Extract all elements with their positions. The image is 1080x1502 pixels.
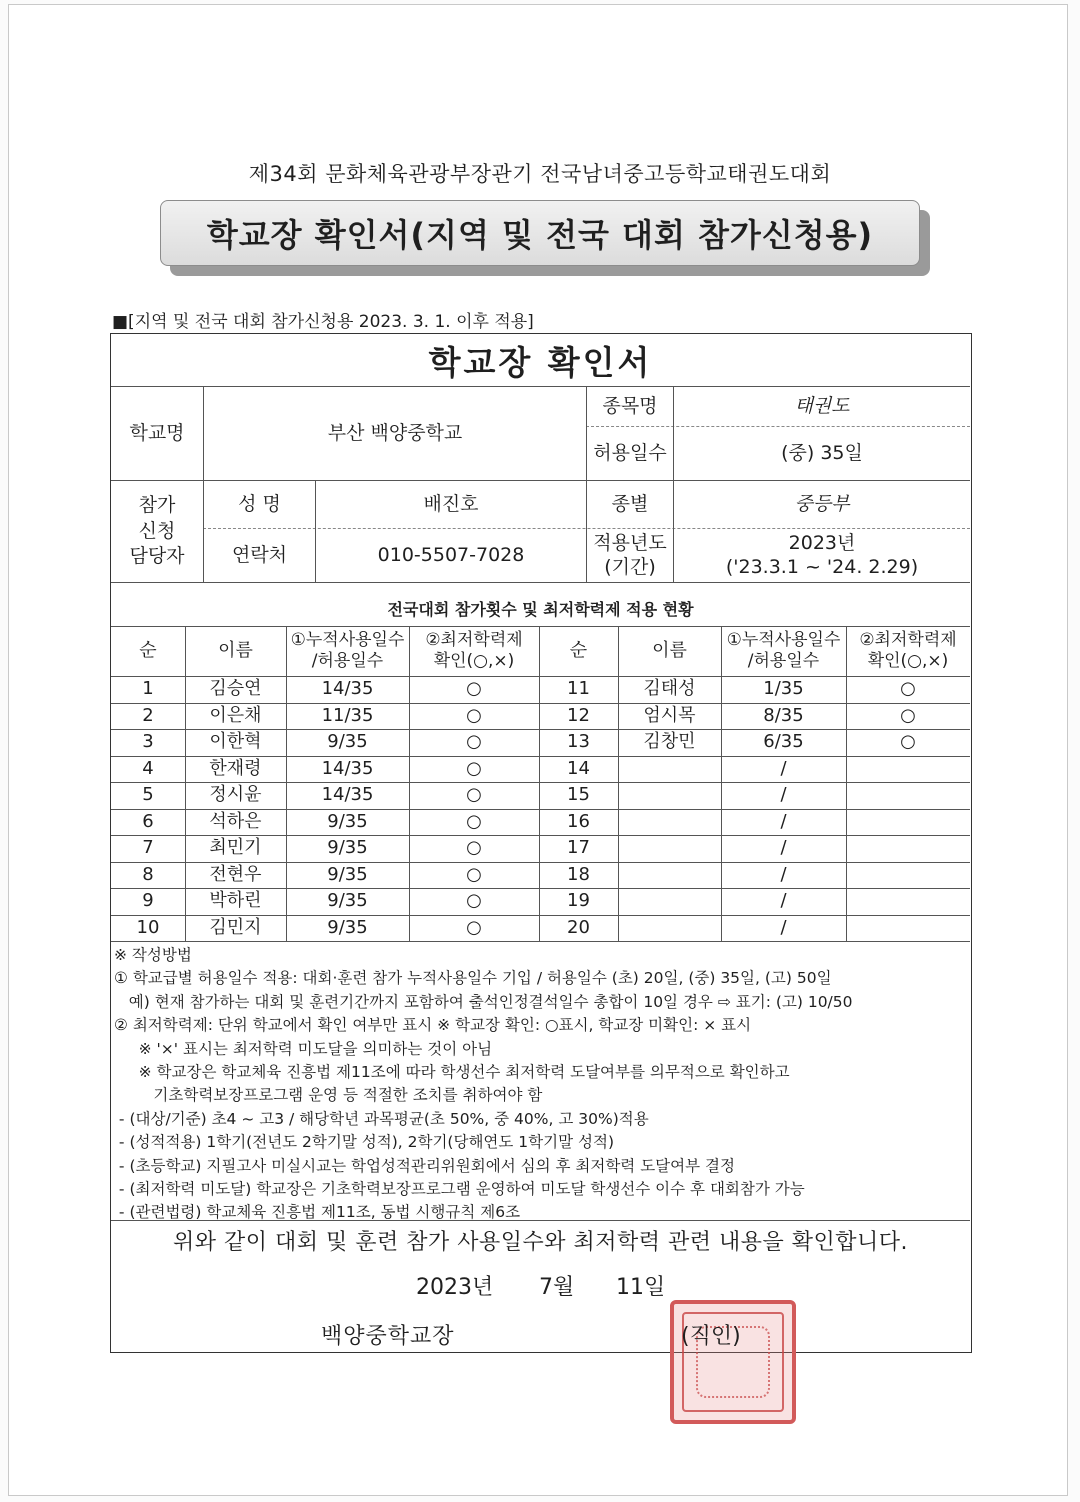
divider: [111, 1220, 970, 1221]
table-cell-mark: [846, 835, 970, 862]
date-year: 2023년: [416, 1275, 494, 1300]
table-cell-no: 6: [142, 810, 154, 832]
table-cell-mark: ○: [466, 731, 482, 753]
note-line: ※ 학교장은 학교체육 진흥법 제11조에 따라 학생선수 최저학력 도달여부를 의무적으로 확인하고: [114, 1063, 790, 1082]
applies-note: ■[지역 및 전국 대회 참가신청용 2023. 3. 1. 이후 적용]: [112, 312, 534, 332]
table-cell-mark: ○: [466, 704, 482, 726]
table-cell-no: 5: [142, 784, 154, 806]
days-value: (중) 35일: [781, 441, 863, 464]
table-cell-no: 20: [567, 916, 590, 938]
table-cell-name: 정시윤: [209, 784, 262, 806]
year-label: [587, 529, 673, 582]
table-cell-mark: [846, 888, 970, 915]
table-cell-mark: ○: [900, 704, 916, 726]
table-cell-days: /: [780, 757, 787, 779]
header-grade-line: 확인(○,×): [867, 651, 949, 671]
header-days: [286, 626, 409, 676]
applicant-label-line: 담당자: [129, 545, 185, 568]
note-line: 예) 현재 참가하는 대회 및 훈련기간까지 포함하여 출석인정결석일수 총합이 10일 경우 ⇨ 표기: (고) 10/50: [114, 992, 853, 1011]
table-cell-name: [618, 835, 721, 862]
table-cell-days: 14/35: [321, 757, 374, 779]
writing-notes: [114, 944, 969, 1225]
table-cell-name: 한재령: [209, 757, 262, 779]
table-cell-name: 석하은: [209, 810, 262, 832]
table-cell-no: 10: [136, 916, 160, 938]
table-cell-mark: ○: [466, 837, 482, 859]
name-value: 배진호: [423, 492, 479, 515]
table-cell-no: 15: [567, 784, 590, 806]
header-grade: [846, 626, 970, 676]
table-cell-days: 9/35: [327, 731, 368, 753]
contact-label: 연락처: [231, 543, 288, 566]
table-cell-mark: ○: [466, 916, 482, 938]
header-days-line: ①누적사용일수: [290, 629, 405, 650]
header-grade: [409, 626, 539, 676]
year-label-line: (기간): [604, 555, 656, 578]
table-cell-name: 김태성: [643, 678, 696, 700]
principal-title: 백양중학교장: [321, 1324, 455, 1349]
table-cell-name: 이은채: [209, 704, 262, 726]
status-title: 전국대회 참가횟수 및 최저학력제 적용 현황: [387, 599, 694, 619]
table-cell-no: 9: [142, 890, 154, 912]
table-cell-days: /: [780, 810, 787, 832]
header-grade-line: ②최저학력제: [859, 629, 957, 650]
header-no: 순: [139, 640, 157, 662]
table-cell-name: 전현우: [209, 863, 262, 885]
table-cell-no: 2: [142, 704, 154, 726]
table-cell-days: 1/35: [763, 678, 804, 700]
table-cell-no: 11: [567, 678, 590, 700]
confirm-text: 위와 같이 대회 및 훈련 참가 사용일수와 최저학력 관련 내용을 확인합니다.: [173, 1229, 908, 1255]
table-cell-no: 19: [567, 890, 590, 912]
table-cell-days: 14/35: [321, 784, 374, 806]
note-line: - (관련법령) 학교체육 진흥법 제11조, 동법 시행규칙 제6조: [114, 1203, 521, 1222]
table-cell-days: 9/35: [327, 916, 368, 938]
note-line: 기초학력보장프로그램 운영 등 적절한 조치를 취하여야 함: [114, 1086, 543, 1105]
header-days-line: ①누적사용일수: [726, 629, 841, 650]
header-days-line: /허용일수: [311, 651, 384, 671]
table-cell-mark: ○: [466, 757, 482, 779]
date-day: 11일: [616, 1275, 666, 1300]
table-cell-days: 14/35: [321, 678, 374, 700]
table-cell-no: 12: [567, 704, 590, 726]
days-label: 허용일수: [593, 441, 667, 464]
table-cell-mark: [846, 862, 970, 889]
divider: [111, 582, 970, 583]
table-cell-mark: [846, 915, 970, 942]
banner-title: 학교장 확인서(지역 및 전국 대회 참가신청용): [160, 200, 920, 266]
table-cell-days: 9/35: [327, 837, 368, 859]
year-label-line: 적용년도: [593, 531, 667, 554]
table-cell-mark: ○: [466, 784, 482, 806]
table-cell-name: [618, 756, 721, 783]
table-cell-days: /: [780, 890, 787, 912]
table-cell-no: 14: [567, 757, 590, 779]
table-cell-name: [618, 862, 721, 889]
table-cell-name: 이한혁: [209, 731, 262, 753]
table-cell-name: [618, 782, 721, 809]
table-cell-days: 9/35: [327, 890, 368, 912]
header-name: 이름: [218, 640, 253, 662]
header-name: 이름: [652, 640, 687, 662]
table-cell-name: [618, 888, 721, 915]
table-cell-name: 김창민: [643, 731, 696, 753]
event-label: 종목명: [602, 394, 658, 417]
table-cell-name: 김민지: [209, 916, 262, 938]
applicant-label-line: 신청: [138, 519, 176, 542]
school-label: 학교명: [129, 421, 185, 444]
school-value: 부산 백양중학교: [327, 421, 463, 444]
division-label: 종별: [611, 492, 649, 515]
table-cell-days: /: [780, 837, 787, 859]
table-cell-mark: ○: [466, 678, 482, 700]
note-line: - (대상/기준) 초4 ~ 고3 / 해당학년 과목평균(초 50%, 중 40%, 고 30%)적용: [114, 1109, 649, 1128]
table-cell-mark: [846, 756, 970, 783]
table-cell-no: 3: [142, 731, 154, 753]
table-cell-days: 11/35: [321, 704, 374, 726]
note-line: ※ 작성방법: [114, 946, 192, 964]
table-cell-mark: ○: [466, 810, 482, 832]
table-cell-name: 김승연: [209, 678, 262, 700]
table-cell-name: [618, 809, 721, 836]
table-cell-no: 13: [567, 731, 590, 753]
table-cell-mark: [846, 809, 970, 836]
table-cell-no: 16: [567, 810, 590, 832]
contact-value: 010-5507-7028: [377, 543, 525, 566]
table-cell-no: 17: [567, 837, 590, 859]
form-title: 학교장 확인서: [428, 342, 653, 382]
table-cell-name: 최민기: [209, 837, 262, 859]
table-cell-no: 7: [142, 837, 154, 859]
header-days: [721, 626, 846, 676]
year-value-line: ('23.3.1 ~ '24. 2.29): [725, 555, 919, 578]
table-cell-name: [618, 915, 721, 942]
table-cell-name: 엄시목: [643, 704, 696, 726]
header-no: 순: [569, 640, 588, 662]
note-line: ① 학교급별 허용일수 적용: 대회·훈련 참가 누적사용일수 기입 / 허용일수 (초) 20일, (중) 35일, (고) 50일: [114, 969, 832, 988]
header-grade-line: 확인(○,×): [433, 651, 515, 671]
applicant-label-line: 참가: [138, 494, 176, 517]
applicant-label: [111, 481, 203, 582]
table-cell-days: 9/35: [327, 810, 368, 832]
contest-title: 제34회 문화체육관광부장관기 전국남녀중고등학교태권도대회: [248, 162, 832, 186]
table-cell-days: 9/35: [327, 863, 368, 885]
event-value: 태권도: [794, 394, 850, 417]
header-grade-line: ②최저학력제: [425, 629, 523, 650]
note-line: ② 최저학력제: 단위 학교에서 확인 여부만 표시 ※ 학교장 확인: ○표시, 학교장 미확인: × 표시: [114, 1016, 752, 1035]
table-cell-days: 8/35: [763, 704, 804, 726]
year-value-line: 2023년: [788, 531, 856, 554]
table-cell-days: /: [780, 784, 787, 806]
table-cell-mark: [846, 782, 970, 809]
table-cell-days: /: [780, 863, 787, 885]
seal-label: (직인): [681, 1324, 741, 1349]
note-line: ※ '×' 표시는 최저학력 미도달을 의미하는 것이 아님: [114, 1039, 493, 1058]
date-month: 7월: [539, 1275, 575, 1300]
table-cell-name: 박하린: [209, 890, 262, 912]
name-label: 성 명: [238, 492, 281, 515]
division-value: 중등부: [794, 492, 850, 515]
table-cell-mark: ○: [900, 678, 916, 700]
note-line: - (초등학교) 지필고사 미실시교는 학업성적관리위원회에서 심의 후 최저학력 도달여부 결정: [114, 1156, 735, 1175]
table-cell-days: 6/35: [763, 731, 804, 753]
table-cell-days: /: [780, 916, 787, 938]
table-cell-no: 4: [142, 757, 154, 779]
table-cell-mark: ○: [466, 890, 482, 912]
table-cell-mark: ○: [900, 731, 916, 753]
table-cell-no: 18: [567, 863, 590, 885]
year-value: [674, 529, 970, 582]
table-cell-no: 1: [142, 678, 154, 700]
confirmation-form: [110, 333, 972, 1353]
divider: [111, 941, 970, 942]
table-cell-no: 8: [142, 863, 154, 885]
note-line: - (성적적용) 1학기(전년도 2학기말 성적), 2학기(당해연도 1학기말 성적): [114, 1133, 614, 1152]
header-days-line: /허용일수: [747, 651, 820, 671]
table-cell-mark: ○: [466, 863, 482, 885]
note-line: - (최저학력 미도달) 학교장은 기초학력보장프로그램 운영하여 미도달 학생선수 이수 후 대회참가 가능: [114, 1180, 805, 1199]
